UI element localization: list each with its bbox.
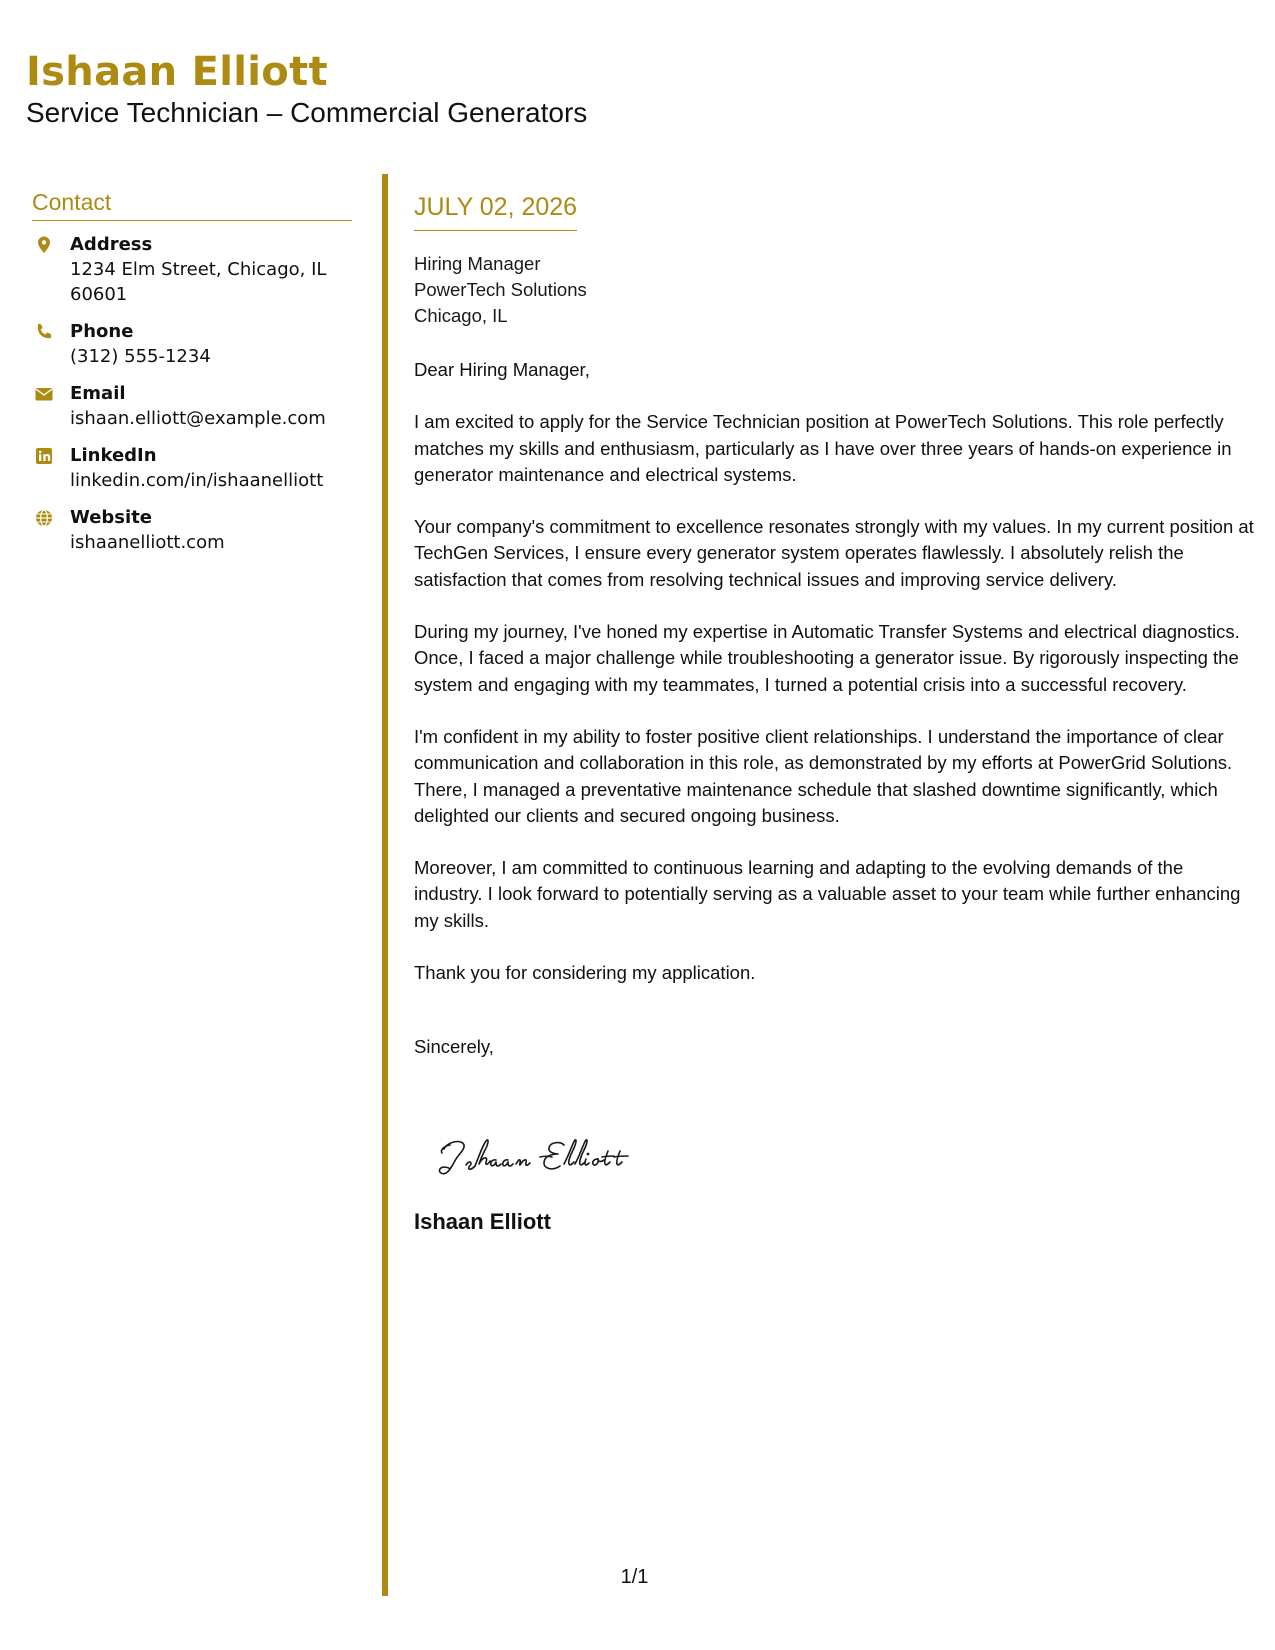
- letter-body: [414, 192, 1254, 1236]
- contact-heading: Contact: [32, 188, 352, 221]
- job-title: Service Technician – Commercial Generators: [26, 97, 588, 128]
- recipient-block: [414, 251, 1254, 329]
- paragraph: Thank you for considering my application.: [414, 962, 756, 984]
- linkedin-icon: [34, 446, 54, 466]
- contact-label: Phone: [70, 321, 134, 342]
- signed-name: Ishaan Elliott: [414, 1208, 551, 1234]
- contact-label: Email: [70, 383, 126, 404]
- handwritten-signature: [436, 1127, 666, 1187]
- contact-item-website: [32, 506, 352, 555]
- contact-label: Website: [70, 507, 153, 528]
- contact-label: LinkedIn: [70, 445, 157, 466]
- page-number: [0, 1566, 1275, 1589]
- phone-value: (312) 555-1234: [70, 346, 211, 367]
- contact-label: Address: [70, 234, 153, 255]
- vertical-divider: [382, 174, 388, 1596]
- contact-item-phone: [32, 320, 352, 369]
- recipient-location: Chicago, IL: [414, 305, 508, 326]
- recipient-company: PowerTech Solutions: [414, 279, 587, 300]
- letter-date: JULY 02, 2026: [414, 192, 577, 231]
- paragraph: Your company's commitment to excellence resonates strongly with my values. In my current position at TechGen Services, I ensure every generator system operates flawlessly. I absolutely relish the satisfaction that comes from resolving technical issues and improving service delivery.: [414, 516, 1254, 590]
- envelope-icon: [34, 384, 54, 404]
- website-value[interactable]: ishaanelliott.com: [70, 532, 225, 553]
- map-pin-icon: [34, 235, 54, 255]
- recipient-title: Hiring Manager: [414, 253, 541, 274]
- paragraph: Moreover, I am committed to continuous learning and adapting to the evolving demands of the industry. I look forward to potentially serving as a valuable asset to your team while further enhancing my skills.: [414, 857, 1241, 931]
- contact-item-email: [32, 382, 352, 431]
- linkedin-value[interactable]: linkedin.com/in/ishaanelliott: [70, 470, 324, 491]
- applicant-name: Ishaan Elliott: [26, 49, 328, 95]
- paragraph: During my journey, I've honed my expertise in Automatic Transfer Systems and electrical diagnostics. Once, I faced a major challenge while troubleshooting a generator issue. By rigorously inspecting the system and engaging with my teammates, I turned a potential crisis into a successful recovery.: [414, 621, 1240, 695]
- phone-icon: [34, 322, 54, 342]
- header: [26, 48, 1249, 130]
- paragraph: I am excited to apply for the Service Technician position at PowerTech Solutions. This role perfectly matches my skills and enthusiasm, particularly as I have over three years of hands-on experience in generator maintenance and electrical systems.: [414, 411, 1232, 485]
- globe-icon: [34, 508, 54, 528]
- address-line-1: 1234 Elm Street, Chicago, IL: [70, 259, 327, 280]
- paragraph: I'm confident in my ability to foster positive client relationships. I understand the importance of clear communication and collaboration in this role, as demonstrated by my efforts at PowerGrid Solutions. There, I managed a preventative maintenance schedule that slashed downtime significantly, which delighted our clients and secured ongoing business.: [414, 725, 1233, 826]
- contact-item-linkedin: [32, 444, 352, 493]
- closing: Sincerely,: [414, 1036, 494, 1058]
- salutation: Dear Hiring Manager,: [414, 359, 590, 380]
- contact-item-address: [32, 233, 352, 307]
- contact-sidebar: [32, 188, 352, 568]
- page-number-text: 1/1: [620, 1566, 649, 1588]
- email-value[interactable]: ishaan.elliott@example.com: [70, 408, 326, 429]
- address-line-2: 60601: [70, 284, 128, 305]
